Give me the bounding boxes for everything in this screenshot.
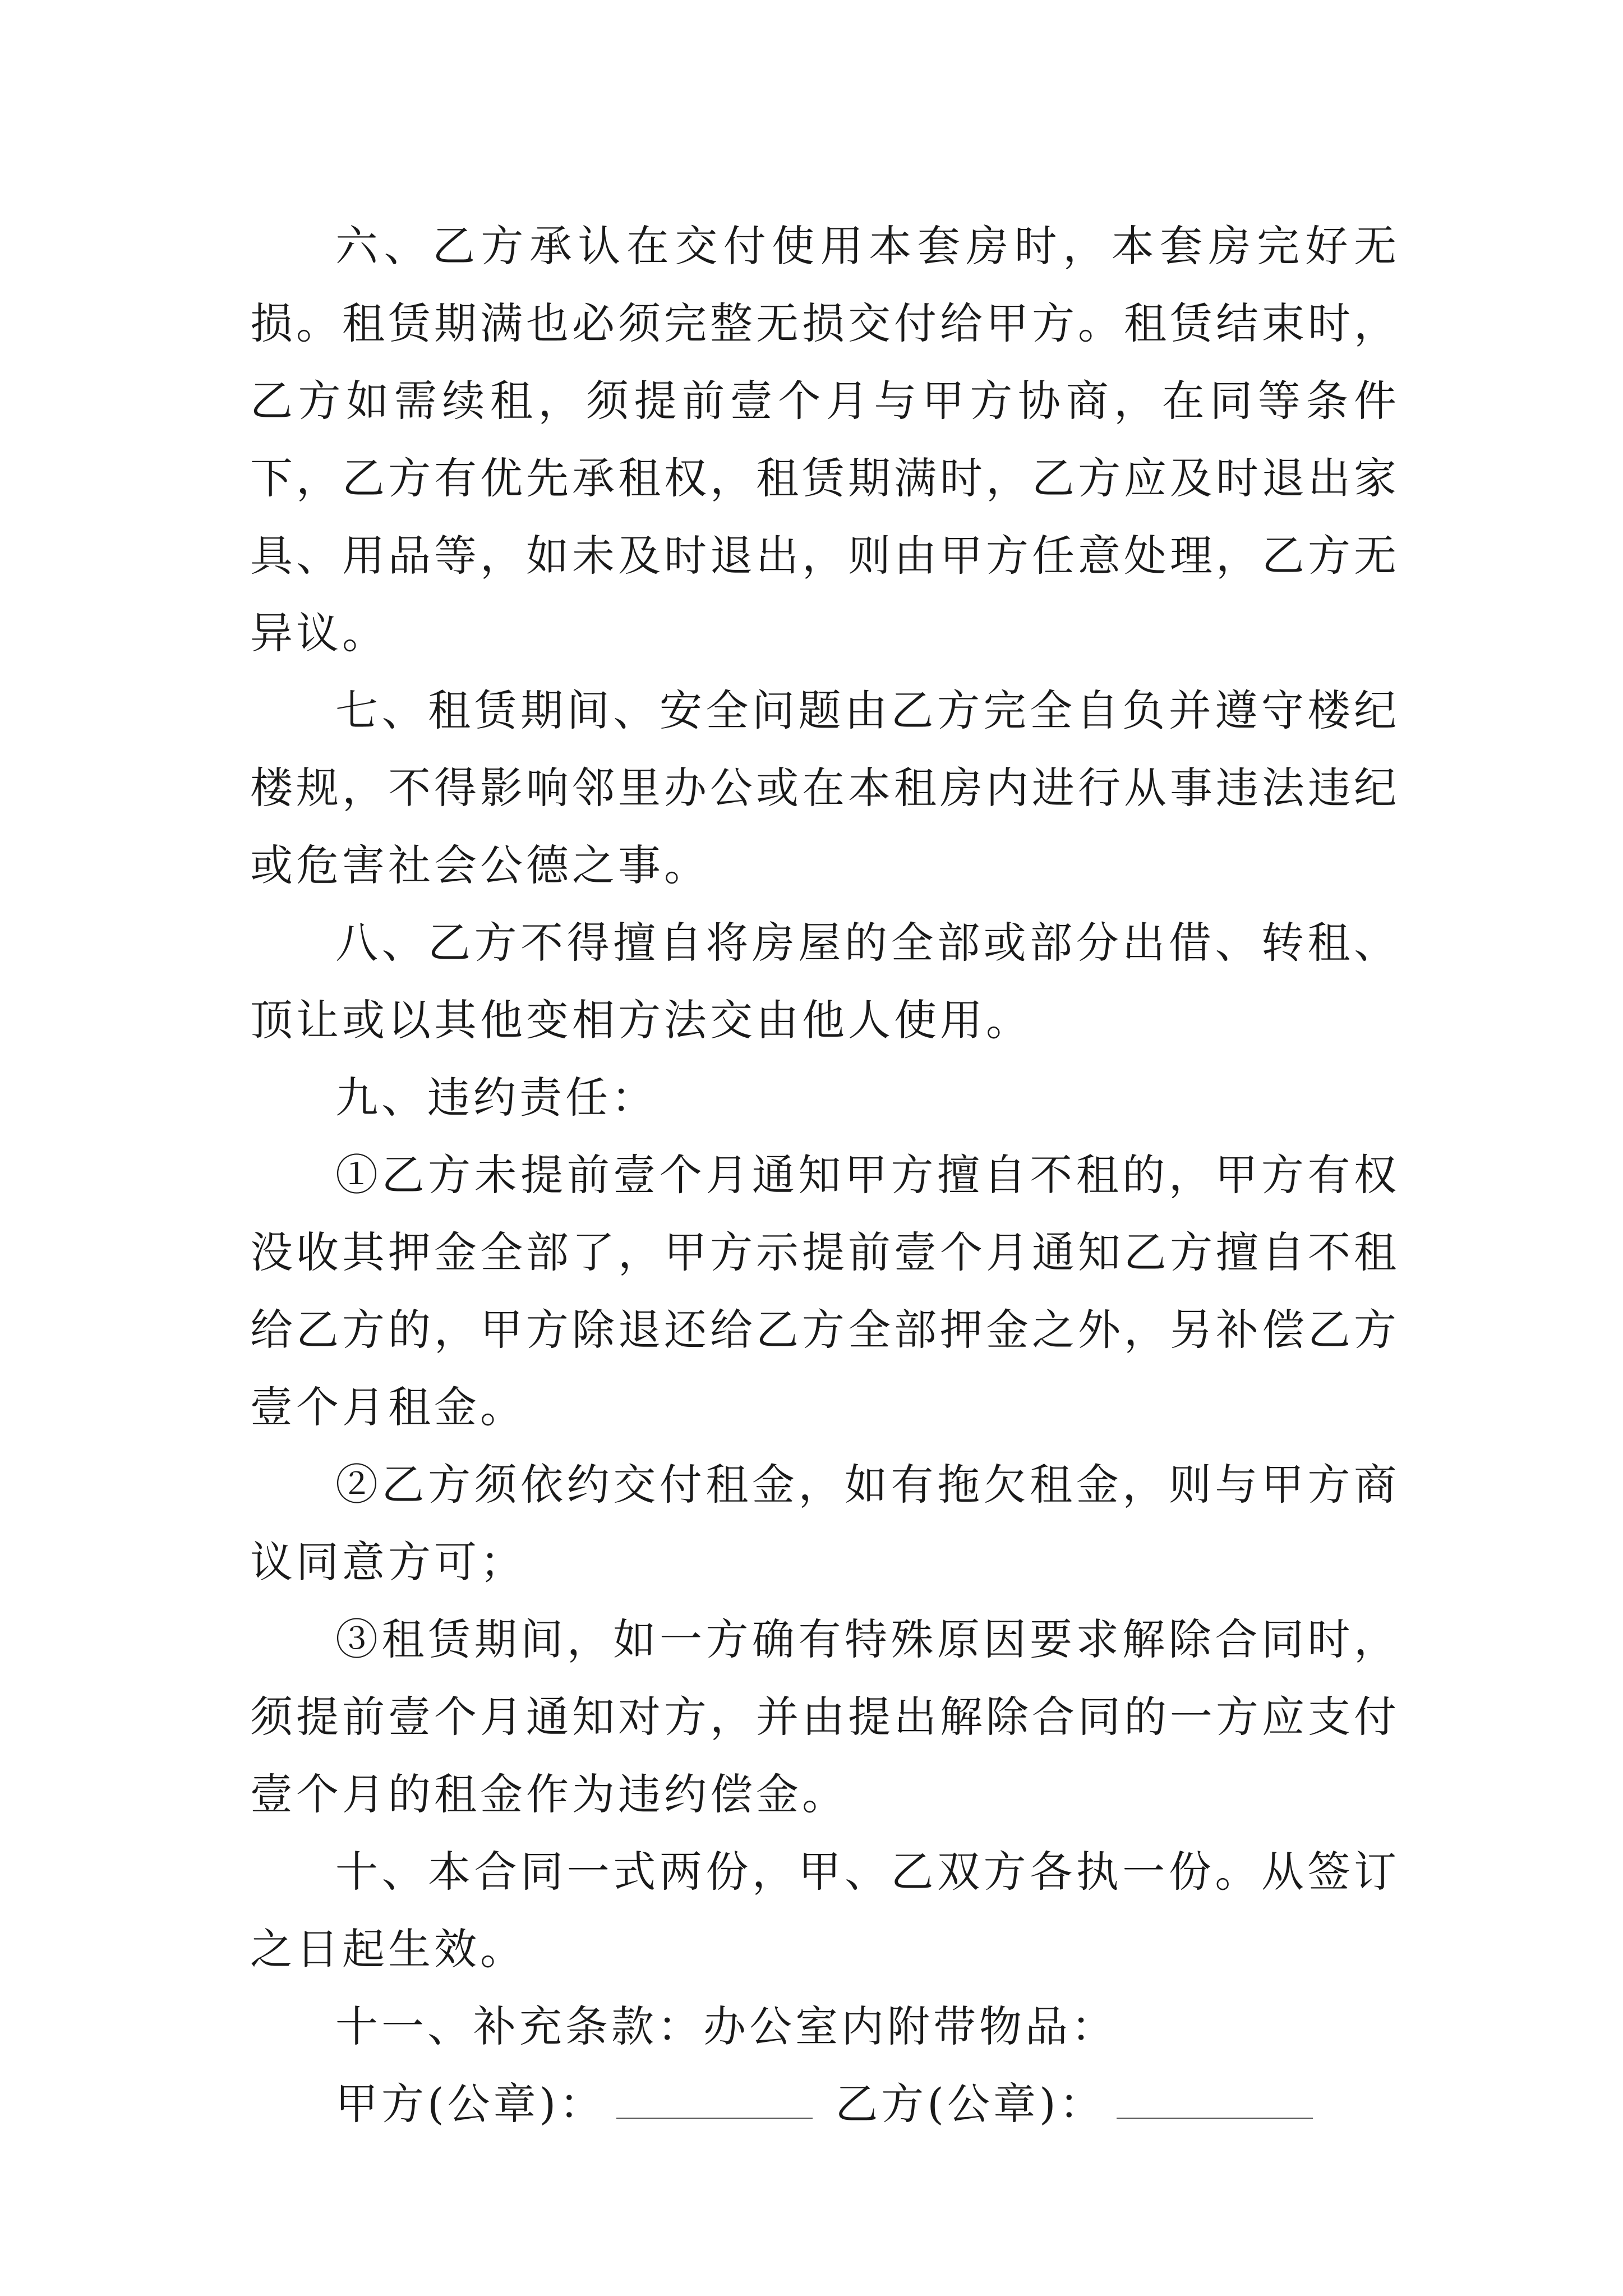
party-a-signature-line	[616, 2078, 813, 2119]
clause-7: 七、租赁期间、安全问题由乙方完全自负并遵守楼纪楼规，不得影响邻里办公或在本租房内进行从事违法违纪或危害社会公德之事。	[250, 685, 1400, 890]
party-a-label: 甲方(公章)：	[335, 2079, 606, 2129]
signature-row	[250, 2065, 1400, 2143]
party-b-label: 乙方(公章)：	[835, 2079, 1105, 2129]
document-body	[250, 208, 1400, 2143]
clause-8: 八、乙方不得擅自将房屋的全部或部分出借、转租、顶让或以其他变相方法交由他人使用。	[250, 918, 1400, 1045]
clause-9-heading: 九、违约责任：	[335, 1073, 657, 1122]
clause-11: 十一、补充条款：办公室内附带物品：	[335, 2001, 1117, 2051]
clause-9-item-1: ①乙方未提前壹个月通知甲方擅自不租的，甲方有权没收其押金全部了，甲方示提前壹个月通知乙方擅自不租给乙方的，甲方除退还给乙方全部押金之外，另补偿乙方壹个月租金。	[250, 1150, 1400, 1432]
clause-9-item-2: ②乙方须依约交付租金，如有拖欠租金，则与甲方商议同意方可；	[250, 1460, 1400, 1587]
clause-10: 十、本合同一式两份，甲、乙双方各执一份。从签订之日起生效。	[250, 1847, 1400, 1974]
clause-9-item-3: ③租赁期间，如一方确有特殊原因要求解除合同时，须提前壹个月通知对方，并由提出解除合同的一方应支付壹个月的租金作为违约偿金。	[250, 1614, 1400, 1819]
clause-6: 六、乙方承认在交付使用本套房时，本套房完好无损。租赁期满也必须完整无损交付给甲方。租赁结束时，乙方如需续租，须提前壹个月与甲方协商，在同等条件下，乙方有优先承租权，租赁期满时，乙方应及时退出家具、用品等，如未及时退出，则由甲方任意处理，乙方无异议。	[250, 221, 1400, 658]
party-b-signature-line	[1117, 2078, 1313, 2119]
